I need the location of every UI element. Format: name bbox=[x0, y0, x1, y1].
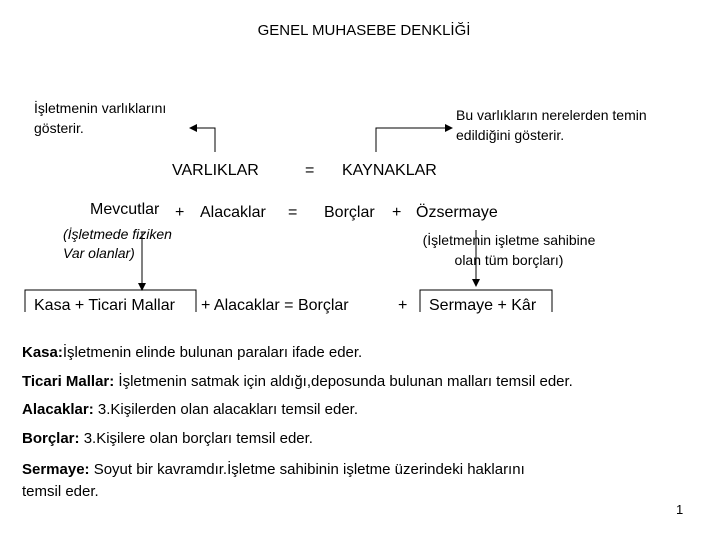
kasa-ticari-mallar: Kasa + Ticari Mallar bbox=[34, 297, 175, 314]
main-equals: = bbox=[305, 162, 315, 179]
definition-alacaklar bbox=[22, 401, 358, 418]
ozsermaye-note-line1: (İşletmenin işletme sahibine bbox=[422, 232, 596, 248]
mevcutlar-note-line2: Var olanlar) bbox=[63, 245, 135, 261]
left-note bbox=[34, 98, 166, 138]
borclar-label: Borçlar bbox=[324, 204, 375, 221]
page-title: GENEL MUHASEBE DENKLİĞİ bbox=[257, 22, 471, 39]
mevcutlar-note bbox=[63, 225, 172, 263]
definition-sermaye bbox=[22, 459, 525, 503]
eq2-plus1: + bbox=[175, 204, 185, 221]
mevcutlar-note-line1: (İşletmede fiziken bbox=[63, 226, 172, 242]
definition-text: İşletmenin elinde bulunan paraları ifade eder. bbox=[62, 344, 363, 361]
definition-text: 3.Kişilere olan borçları temsil eder. bbox=[79, 430, 313, 447]
right-note-arrow bbox=[376, 128, 452, 152]
right-note bbox=[456, 105, 647, 145]
definition-term: Borçlar: bbox=[22, 430, 80, 447]
page-number: 1 bbox=[676, 502, 684, 517]
left-note-line1: İşletmenin varlıklarını bbox=[34, 100, 167, 116]
definition-ticari-mallar bbox=[22, 373, 573, 390]
eq2-plus2: + bbox=[392, 204, 402, 221]
definition-text-cont: temsil eder. bbox=[22, 483, 99, 500]
eq3-alacaklar-borclar: + Alacaklar = Borçlar bbox=[201, 297, 349, 314]
definition-term: Ticari Mallar: bbox=[22, 373, 115, 390]
right-note-line2: edildiğini gösterir. bbox=[456, 127, 565, 143]
right-note-line1: Bu varlıkların nerelerden temin bbox=[456, 107, 647, 123]
varliklar-label: VARLIKLAR bbox=[172, 162, 259, 179]
definition-text: İşletmenin satmak için aldığı,deposunda bulunan malları temsil eder. bbox=[114, 373, 573, 390]
left-note-line2: gösterir. bbox=[34, 120, 84, 136]
left-note-arrow bbox=[190, 128, 215, 152]
eq2-equals: = bbox=[288, 204, 298, 221]
definition-kasa bbox=[22, 344, 362, 361]
definition-term: Kasa: bbox=[22, 344, 63, 361]
mevcutlar-label: Mevcutlar bbox=[90, 201, 160, 218]
eq3-plus: + bbox=[398, 297, 408, 314]
ozsermaye-note bbox=[404, 230, 614, 270]
definition-term: Sermaye: bbox=[22, 461, 90, 478]
definition-term: Alacaklar: bbox=[22, 401, 94, 418]
definition-borclar bbox=[22, 430, 313, 447]
sermaye-kar: Sermaye + Kâr bbox=[429, 297, 537, 314]
kaynaklar-label: KAYNAKLAR bbox=[342, 162, 437, 179]
definition-text: 3.Kişilerden olan alacakları temsil eder. bbox=[93, 401, 359, 418]
alacaklar-label: Alacaklar bbox=[200, 204, 266, 221]
ozsermaye-label: Özsermaye bbox=[416, 204, 498, 221]
definition-text: Soyut bir kavramdır.İşletme sahibinin işletme üzerindeki haklarını bbox=[89, 461, 525, 478]
ozsermaye-note-line2: olan tüm borçları) bbox=[454, 252, 564, 268]
